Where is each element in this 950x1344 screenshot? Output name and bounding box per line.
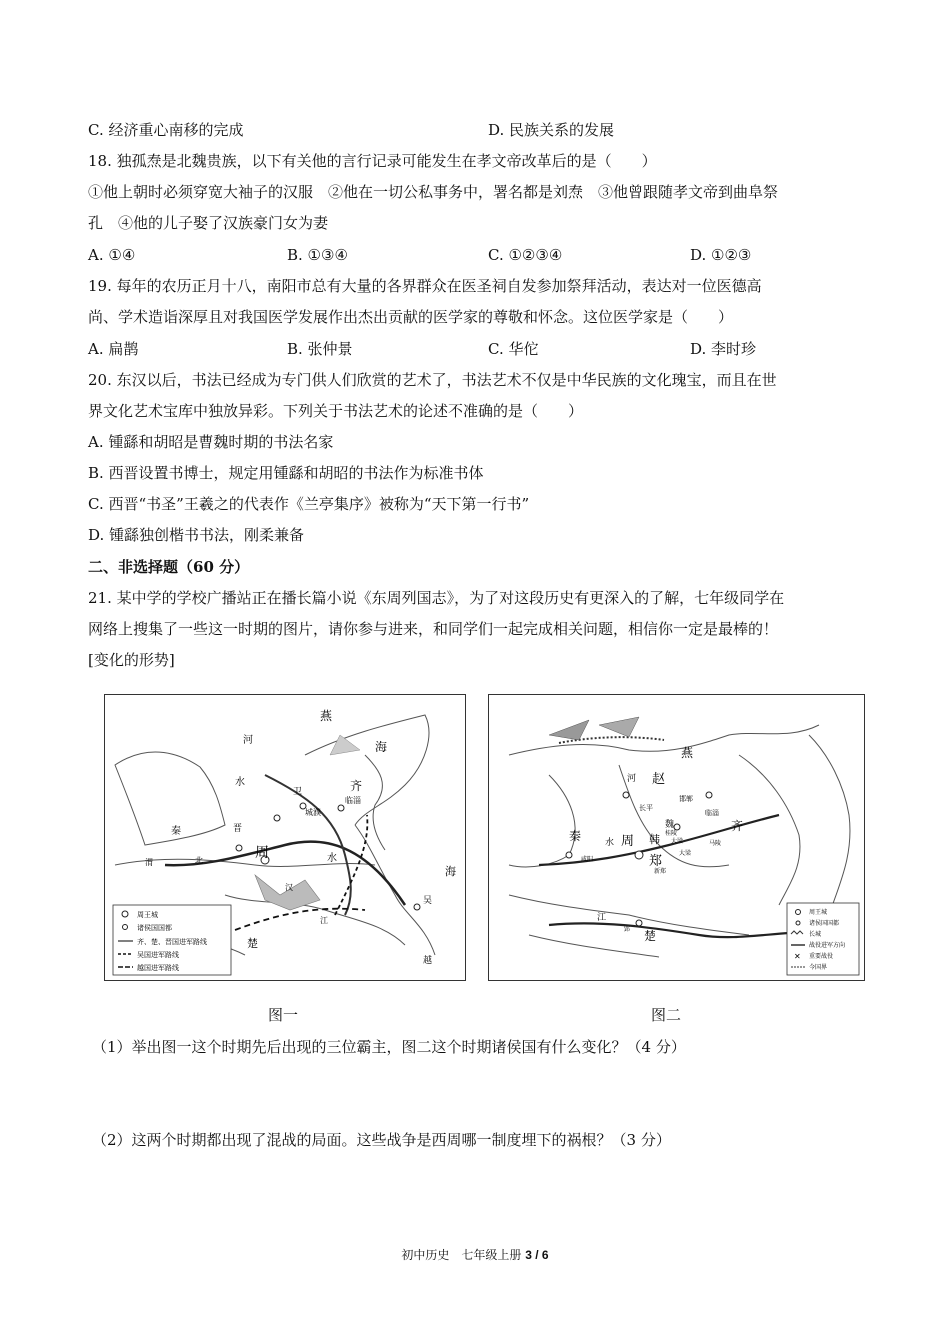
footer-subject: 初中历史 七年级上册	[401, 1248, 522, 1262]
map1-label-shui2: 水	[327, 853, 337, 864]
map2-label-daliang: 大梁	[671, 838, 684, 845]
q19-stem-1: 19. 每年的农历正月十八，南阳市总有大量的各界群众在医圣祠自发参加祭拜活动，表达对一位医德高	[88, 277, 762, 295]
map2-label-jiang: 江	[597, 913, 607, 923]
map-figure-1	[104, 694, 466, 981]
q20-stem-2: 界文化艺术宝库中独放异彩。下列关于书法艺术的论述不准确的是（ ）	[88, 402, 584, 420]
q18-option-b: B. ①③④	[287, 246, 348, 264]
map1-legend-1: 周王城	[137, 911, 158, 919]
map1-legend-4: 吴国进军路线	[137, 951, 179, 959]
q19-stem-2: 尚、学术造诣深厚且对我国医学发展作出杰出贡献的医学家的尊敬和怀念。这位医学家是（ ）	[88, 308, 734, 326]
map1-label-sea2: 海	[445, 865, 456, 878]
q21-sub-1: （1）举出图一这个时期先后出现的三位霸主，图二这个时期诸侯国有什么变化？（4 分）	[92, 1038, 686, 1056]
q17-option-c: C. 经济重心南移的完成	[88, 121, 244, 139]
map1-label-wei-river: 渭	[145, 858, 153, 867]
map2-label-changping: 长平	[639, 804, 653, 812]
map1-label-chu: 楚	[247, 937, 258, 950]
map2-label-zhou: 周	[621, 834, 635, 849]
map2-label-xianyang: 咸阳	[581, 856, 594, 863]
section-2-title: 二、非选择题（60 分）	[88, 558, 250, 576]
map1-label-shui: 水	[235, 777, 245, 788]
map2-label-he: 河	[627, 774, 637, 784]
map1-label-chengpu: 城濮	[305, 808, 321, 817]
map1-legend-2: 诸侯国国都	[137, 924, 172, 932]
map1-label-he: 河	[243, 735, 253, 746]
q19-option-c: C. 华佗	[488, 340, 539, 358]
map2-legend-5: 重要战役	[809, 953, 834, 960]
q20-option-a: A. 锺繇和胡昭是曹魏时期的书法名家	[88, 433, 334, 451]
map2-label-chu: 楚	[644, 929, 657, 943]
q18-option-d: D. ①②③	[690, 246, 752, 264]
footer-page-number: 3 / 6	[525, 1248, 549, 1262]
map1-label-wu: 吴	[423, 896, 433, 906]
map2-label-zhao: 赵	[652, 772, 666, 787]
map2-label-ximen: 新郑	[654, 868, 667, 875]
map1-legend-3: 齐、楚、晋国进军路线	[137, 938, 207, 946]
map1-label-qin: 秦	[171, 826, 181, 837]
page-footer	[0, 1246, 950, 1263]
map1-label-jin: 晋	[233, 824, 243, 834]
map1-legend-5: 越国进军路线	[137, 964, 179, 972]
map2-label-handan: 邯郸	[679, 795, 693, 803]
q20-option-c: C. 西晋“书圣”王羲之的代表作《兰亭集序》被称为“天下第一行书”	[88, 495, 530, 513]
map-1-drawing	[105, 695, 465, 980]
q18-option-c: C. ①②③④	[488, 246, 563, 264]
map2-legend-3: 长城	[809, 931, 822, 938]
map2-label-qi: 齐	[731, 819, 744, 833]
map2-label-shui: 水	[605, 838, 615, 848]
q18-stem: 18. 独孤焘是北魏贵族，以下有关他的言行记录可能发生在孝文帝改革后的是（ ）	[88, 152, 657, 170]
q19-option-d: D. 李时珍	[690, 340, 757, 358]
map1-label-han: 汉	[285, 883, 293, 892]
q18-statements-2: 孔 ④他的儿子娶了汉族豪门女为妻	[88, 214, 329, 232]
map-figure-2	[488, 694, 865, 981]
map2-label-ying: 郢	[624, 926, 631, 933]
map2-label-daliang2: 大梁	[679, 850, 692, 857]
q21-stem-2: 网络上搜集了一些这一时期的图片，请你参与进来，和同学们一起完成相关问题，相信你一定是最棒的！	[88, 620, 779, 638]
q18-option-a: A. ①④	[88, 246, 136, 264]
figure-2-caption: 图二	[651, 1006, 682, 1024]
map-2-drawing	[489, 695, 864, 980]
map1-label-bei: 北	[195, 856, 203, 865]
map1-label-yue: 越	[423, 956, 433, 966]
map2-legend-6: 今国界	[809, 964, 828, 971]
q20-option-b: B. 西晋设置书博士，规定用锺繇和胡昭的书法作为标准书体	[88, 464, 484, 482]
map2-label-han: 韩	[649, 833, 660, 846]
q17-option-d: D. 民族关系的发展	[488, 121, 615, 139]
map1-label-jiang: 江	[320, 916, 328, 925]
map1-legend	[113, 905, 231, 975]
q19-option-a: A. 扁鹊	[88, 340, 139, 358]
map2-label-guiling: 桂陵	[665, 830, 678, 837]
map2-label-linzi: 临淄	[705, 809, 719, 817]
q20-option-d: D. 锺繇独创楷书书法，刚柔兼备	[88, 526, 305, 544]
map2-label-qin: 秦	[569, 829, 582, 843]
q21-sub-2: （2）这两个时期都出现了混战的局面。这些战争是西周哪一制度埋下的祸根？（3 分）	[92, 1131, 671, 1149]
figure-1-caption: 图一	[268, 1006, 299, 1024]
map1-label-linzi: 临淄	[345, 796, 361, 805]
q19-option-b: B. 张仲景	[287, 340, 353, 358]
q18-statements-1: ①他上朝时必须穿宽大袖子的汉服 ②他在一切公私事务中，署名都是刘焘 ③他曾跟随孝文帝到曲阜祭	[88, 183, 779, 201]
map1-label-yan: 燕	[320, 709, 333, 723]
map2-legend-battle-icon: ✕	[794, 952, 801, 961]
map2-label-maling: 马陵	[709, 840, 722, 847]
map2-label-yan: 燕	[681, 746, 694, 760]
map2-label-wei: 魏	[665, 820, 675, 830]
map2-legend-2: 诸侯国国都	[809, 920, 840, 927]
map2-label-zheng: 郑	[649, 854, 663, 869]
map1-label-hai: 海	[375, 740, 388, 754]
map2-legend-1: 周王城	[809, 909, 828, 916]
map1-label-zhou: 周	[255, 845, 269, 861]
q21-stem-1: 21. 某中学的学校广播站正在播长篇小说《东周列国志》，为了对这段历史有更深入的了解，七年级同学在	[88, 589, 785, 607]
map1-label-qi: 齐	[350, 779, 363, 793]
map2-legend-4: 战役进军方向	[809, 942, 846, 949]
q21-subheading: [变化的形势]	[88, 651, 175, 669]
map2-legend	[787, 903, 859, 975]
map1-label-wei: 卫	[293, 787, 303, 797]
q20-stem-1: 20. 东汉以后，书法已经成为专门供人们欣赏的艺术了，书法艺术不仅是中华民族的文化瑰宝，而且在世	[88, 371, 777, 389]
